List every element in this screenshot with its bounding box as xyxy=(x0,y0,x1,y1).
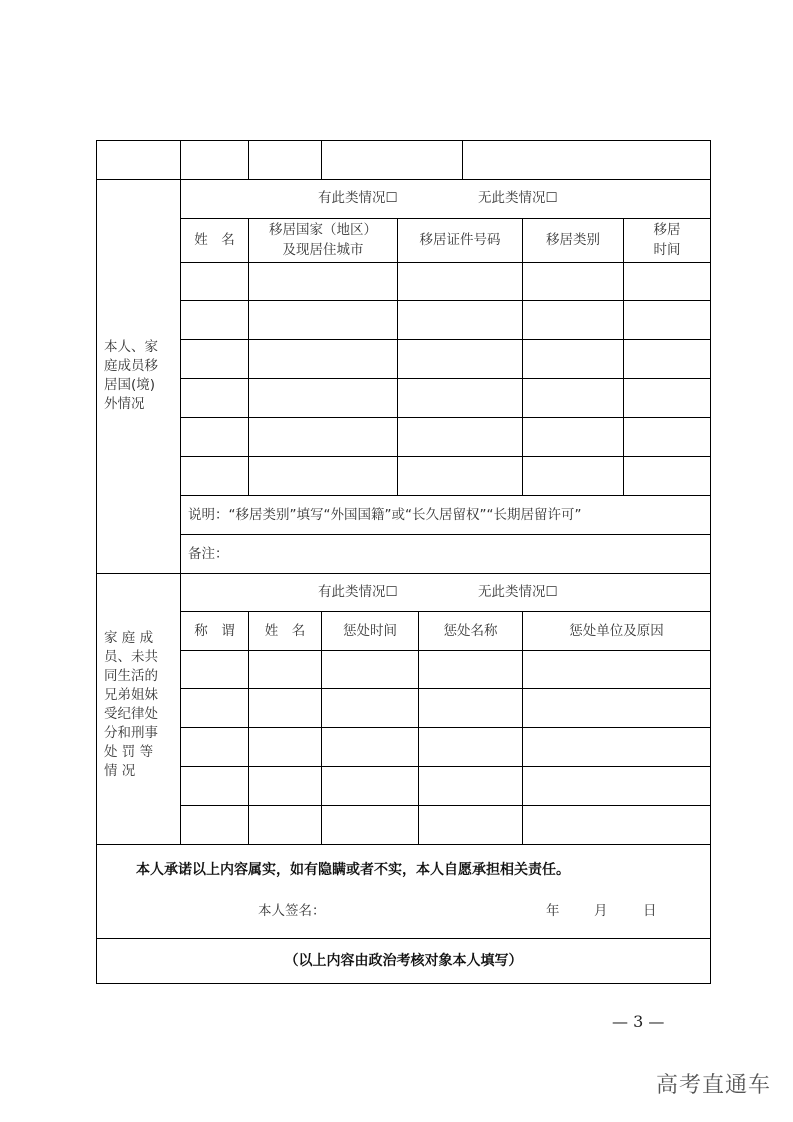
header-punishment-name: 惩处名称 xyxy=(443,623,498,639)
page-number: — 3 — xyxy=(612,1012,665,1031)
section1-remark: 备注： xyxy=(188,546,229,562)
header-certificate-number: 移居证件号码 xyxy=(419,232,501,248)
grid-line xyxy=(180,218,711,219)
side-label-line: 庭成员移 xyxy=(104,358,158,374)
grid-line xyxy=(321,140,322,180)
grid-line xyxy=(522,218,523,495)
date-day-label: 日 xyxy=(643,903,657,919)
grid-line xyxy=(96,938,711,939)
header-name: 姓 名 xyxy=(264,623,306,639)
grid-line xyxy=(623,218,624,495)
grid-line xyxy=(180,573,181,844)
date-year-label: 年 xyxy=(546,903,560,919)
grid-line xyxy=(180,650,711,651)
grid-line xyxy=(180,495,711,496)
grid-line xyxy=(418,611,419,844)
section2-has-case-checkbox[interactable]: 有此类情况☐ xyxy=(318,584,398,600)
fill-note: （以上内容由政治考核对象本人填写） xyxy=(284,953,523,969)
grid-line xyxy=(180,262,711,263)
grid-line xyxy=(180,611,711,612)
section1-has-case-checkbox[interactable]: 有此类情况☐ xyxy=(318,190,398,206)
grid-line xyxy=(462,140,463,180)
grid-line xyxy=(96,179,711,180)
grid-line xyxy=(180,766,711,767)
table-border-right xyxy=(710,140,711,984)
grid-line xyxy=(180,339,711,340)
header-country-line1: 移居国家（地区） xyxy=(269,222,377,238)
grid-line xyxy=(248,218,249,495)
grid-line xyxy=(522,611,523,844)
table-border-top xyxy=(96,140,711,141)
section1-note: 说明：“移居类别”填写“外国国籍”或“长久居留权”“长期居留许可” xyxy=(188,507,582,523)
header-migration-time-line1: 移居 xyxy=(653,222,681,238)
table-border-bottom xyxy=(96,983,711,984)
side-label-line: 处 罚 等 xyxy=(104,744,154,760)
header-migration-time-line2: 时间 xyxy=(653,242,681,258)
grid-line xyxy=(96,573,711,574)
grid-line xyxy=(321,611,322,844)
side-label-line: 同生活的 xyxy=(104,668,158,684)
grid-line xyxy=(248,140,249,180)
grid-line xyxy=(180,300,711,301)
signature-label: 本人签名： xyxy=(258,903,326,919)
watermark: 高考直通车 xyxy=(656,1073,772,1098)
grid-line xyxy=(180,805,711,806)
pledge-text: 本人承诺以上内容属实，如有隐瞒或者不实，本人自愿承担相关责任。 xyxy=(136,862,570,878)
side-label-line: 外情况 xyxy=(104,396,145,412)
grid-line xyxy=(180,688,711,689)
header-relation: 称 谓 xyxy=(194,623,235,639)
header-name: 姓 名 xyxy=(194,232,235,248)
side-label-line: 分和刑事 xyxy=(104,725,158,741)
grid-line xyxy=(180,417,711,418)
side-label-line: 兄弟姐妹 xyxy=(104,687,158,703)
grid-line xyxy=(180,456,711,457)
table-border-left xyxy=(96,140,97,984)
header-migration-type: 移居类别 xyxy=(546,232,600,248)
header-punishment-time: 惩处时间 xyxy=(343,623,397,639)
grid-line xyxy=(180,727,711,728)
date-month-label: 月 xyxy=(594,903,608,919)
grid-line xyxy=(96,844,711,845)
header-country-line2: 及现居住城市 xyxy=(282,242,364,258)
grid-line xyxy=(180,140,181,180)
side-label-line: 员、未共 xyxy=(104,649,158,665)
header-punishment-unit-reason: 惩处单位及原因 xyxy=(569,623,664,639)
side-label-line: 本人、家 xyxy=(104,339,158,355)
side-label-line: 情 况 xyxy=(104,763,136,779)
section1-no-case-checkbox[interactable]: 无此类情况☐ xyxy=(478,190,558,206)
grid-line xyxy=(180,534,711,535)
side-label-line: 居国(境) xyxy=(104,377,156,393)
side-label-line: 家 庭 成 xyxy=(104,630,154,646)
side-label-line: 受纪律处 xyxy=(104,706,158,722)
grid-line xyxy=(397,218,398,495)
grid-line xyxy=(180,378,711,379)
section2-side-label xyxy=(104,629,176,781)
section1-side-label xyxy=(104,338,176,414)
grid-line xyxy=(248,611,249,844)
section2-no-case-checkbox[interactable]: 无此类情况☐ xyxy=(478,584,558,600)
